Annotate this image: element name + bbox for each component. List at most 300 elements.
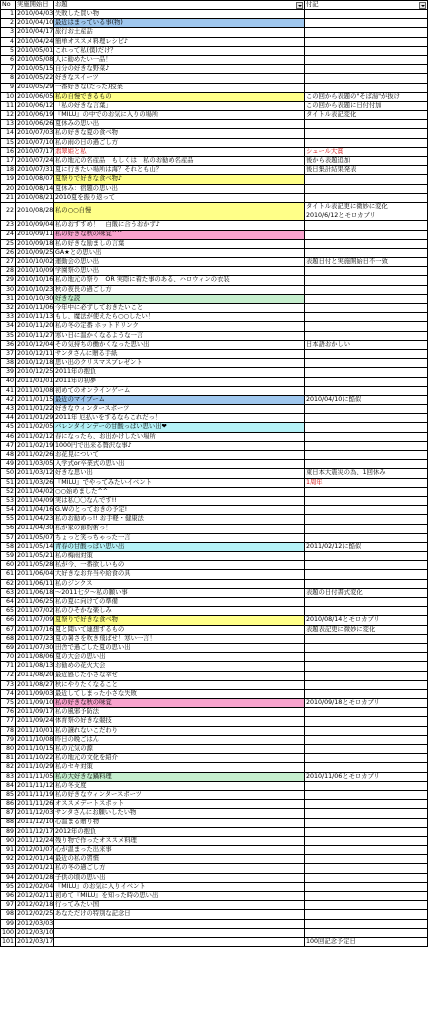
table-row[interactable]: [0, 874, 428, 883]
cell-no[interactable]: 73: [0, 681, 16, 690]
cell-date[interactable]: 2011/10/29: [16, 763, 54, 772]
table-row[interactable]: [0, 185, 428, 194]
table-row[interactable]: [0, 607, 428, 616]
header-no[interactable]: No: [0, 0, 16, 10]
cell-topic[interactable]: 私の地元の文化を紹介: [54, 754, 305, 763]
cell-note[interactable]: 後日集計結果発表: [305, 166, 428, 175]
cell-date[interactable]: 2010/06/05: [16, 93, 54, 102]
cell-note[interactable]: [305, 855, 428, 864]
cell-note[interactable]: [305, 800, 428, 809]
table-row[interactable]: [0, 350, 428, 359]
cell-no[interactable]: 2: [0, 19, 16, 28]
cell-date[interactable]: 2012/03/03: [16, 920, 54, 929]
cell-no[interactable]: 101: [0, 938, 16, 947]
cell-note[interactable]: [305, 837, 428, 846]
cell-no[interactable]: 31: [0, 295, 16, 304]
table-row[interactable]: [0, 864, 428, 873]
cell-date[interactable]: 2011/01/15: [16, 396, 54, 405]
cell-note[interactable]: [305, 74, 428, 83]
cell-no[interactable]: 82: [0, 763, 16, 772]
cell-note[interactable]: [305, 809, 428, 818]
cell-no[interactable]: 21: [0, 194, 16, 203]
cell-date[interactable]: 2010/12/11: [16, 350, 54, 359]
table-row[interactable]: [0, 93, 428, 102]
cell-date[interactable]: 2011/11/12: [16, 782, 54, 791]
cell-topic[interactable]: [54, 920, 305, 929]
cell-topic[interactable]: もし、魔法が使えたら○○したい！: [54, 313, 305, 322]
cell-date[interactable]: 2011/01/01: [16, 378, 54, 387]
table-row[interactable]: [0, 782, 428, 791]
cell-date[interactable]: 2011/12/17: [16, 828, 54, 837]
cell-no[interactable]: 12: [0, 111, 16, 120]
cell-no[interactable]: 46: [0, 433, 16, 442]
table-row[interactable]: [0, 672, 428, 681]
cell-note[interactable]: [305, 433, 428, 442]
cell-date[interactable]: 2010/12/18: [16, 359, 54, 368]
table-row[interactable]: [0, 405, 428, 414]
cell-date[interactable]: 2011/01/08: [16, 387, 54, 396]
cell-topic[interactable]: 春になったら、お出かけしたい場所: [54, 433, 305, 442]
cell-no[interactable]: 61: [0, 570, 16, 579]
cell-no[interactable]: 80: [0, 745, 16, 754]
cell-topic[interactable]: 2010夏を振り返って: [54, 194, 305, 203]
cell-note[interactable]: [305, 387, 428, 396]
cell-note[interactable]: [305, 561, 428, 570]
cell-note[interactable]: [305, 497, 428, 506]
cell-topic[interactable]: 私の自慢できるもの: [54, 93, 305, 102]
cell-topic[interactable]: 私の雨の日の過ごし方: [54, 139, 305, 148]
cell-note[interactable]: [305, 672, 428, 681]
cell-topic[interactable]: 夏休み：宿題の思い出: [54, 185, 305, 194]
table-row[interactable]: [0, 102, 428, 111]
cell-topic[interactable]: 私の夏に向けての準備: [54, 598, 305, 607]
table-row[interactable]: [0, 359, 428, 368]
cell-topic[interactable]: 心温まる贈り物: [54, 819, 305, 828]
cell-date[interactable]: 2010/12/25: [16, 368, 54, 377]
cell-no[interactable]: 93: [0, 864, 16, 873]
table-row[interactable]: [0, 249, 428, 258]
cell-no[interactable]: 37: [0, 350, 16, 359]
cell-date[interactable]: 2011/06/04: [16, 570, 54, 579]
cell-topic[interactable]: 好きな読: [54, 295, 305, 304]
cell-topic[interactable]: [54, 938, 305, 947]
cell-no[interactable]: 28: [0, 267, 16, 276]
table-row[interactable]: [0, 708, 428, 717]
cell-no[interactable]: 42: [0, 396, 16, 405]
cell-date[interactable]: 2011/09/03: [16, 690, 54, 699]
cell-no[interactable]: 56: [0, 525, 16, 534]
cell-no[interactable]: 59: [0, 552, 16, 561]
cell-topic[interactable]: お花見について: [54, 451, 305, 460]
cell-note[interactable]: [305, 203, 428, 221]
table-row[interactable]: [0, 175, 428, 184]
table-row[interactable]: [0, 460, 428, 469]
cell-note[interactable]: [305, 874, 428, 883]
cell-note[interactable]: [305, 864, 428, 873]
cell-no[interactable]: 96: [0, 892, 16, 901]
cell-topic[interactable]: 私のひそかな楽しみ: [54, 607, 305, 616]
cell-note[interactable]: [305, 920, 428, 929]
cell-note[interactable]: [305, 846, 428, 855]
cell-no[interactable]: 26: [0, 249, 16, 258]
cell-date[interactable]: 2012/03/17: [16, 938, 54, 947]
cell-no[interactable]: 68: [0, 635, 16, 644]
table-row[interactable]: [0, 717, 428, 726]
cell-note[interactable]: [305, 635, 428, 644]
cell-note[interactable]: [305, 451, 428, 460]
cell-date[interactable]: 2011/04/16: [16, 506, 54, 515]
table-row[interactable]: [0, 837, 428, 846]
cell-topic[interactable]: 秋の夜長の過ごし方: [54, 286, 305, 295]
header-topic[interactable]: [54, 0, 305, 10]
cell-topic[interactable]: ちょっと笑っちゃった一言: [54, 534, 305, 543]
cell-date[interactable]: 2010/10/16: [16, 276, 54, 285]
cell-note[interactable]: [305, 644, 428, 653]
cell-no[interactable]: 41: [0, 387, 16, 396]
cell-note[interactable]: [305, 423, 428, 432]
cell-no[interactable]: 3: [0, 28, 16, 37]
cell-topic[interactable]: 私の元気の源: [54, 745, 305, 754]
cell-no[interactable]: 47: [0, 442, 16, 451]
cell-topic[interactable]: 好きなウィンタースポーツ: [54, 405, 305, 414]
cell-topic[interactable]: 一番好きな(だった)授業: [54, 84, 305, 93]
cell-note[interactable]: [305, 175, 428, 184]
cell-date[interactable]: 2010/07/24: [16, 157, 54, 166]
cell-date[interactable]: 2010/04/24: [16, 38, 54, 47]
table-row[interactable]: [0, 148, 428, 157]
cell-topic[interactable]: 心が温まった出来事: [54, 846, 305, 855]
cell-date[interactable]: 2011/07/23: [16, 635, 54, 644]
cell-note[interactable]: この回から表題に日付付加: [305, 102, 428, 111]
cell-topic[interactable]: 行ってみたい国: [54, 901, 305, 910]
cell-date[interactable]: 2012/01/21: [16, 864, 54, 873]
table-row[interactable]: [0, 56, 428, 65]
cell-topic[interactable]: 私の○○自慢: [54, 203, 305, 221]
cell-date[interactable]: 2010/05/15: [16, 65, 54, 74]
cell-no[interactable]: 72: [0, 672, 16, 681]
cell-note[interactable]: 東日本大震災の為、1回休み: [305, 469, 428, 478]
cell-no[interactable]: 14: [0, 129, 16, 138]
cell-topic[interactable]: 旅行お土産話: [54, 28, 305, 37]
cell-topic[interactable]: 夏と聞いて連想するもの: [54, 626, 305, 635]
cell-topic[interactable]: 私の冬の定番 ホットドリンク: [54, 322, 305, 331]
cell-note[interactable]: [305, 708, 428, 717]
cell-note[interactable]: タイトル表記変化: [305, 111, 428, 120]
cell-no[interactable]: 92: [0, 855, 16, 864]
table-row[interactable]: [0, 166, 428, 175]
cell-date[interactable]: 2011/11/05: [16, 773, 54, 782]
table-row[interactable]: [0, 488, 428, 497]
cell-topic[interactable]: 私の好きな秋の味覚: [54, 699, 305, 708]
table-row[interactable]: [0, 378, 428, 387]
cell-no[interactable]: 20: [0, 185, 16, 194]
cell-date[interactable]: 2010/12/04: [16, 341, 54, 350]
cell-no[interactable]: 23: [0, 221, 16, 230]
cell-topic[interactable]: 私のセキ対策: [54, 763, 305, 772]
filter-dropdown-icon[interactable]: [296, 2, 303, 9]
cell-note[interactable]: 日本語おかしい: [305, 341, 428, 350]
table-row[interactable]: [0, 341, 428, 350]
cell-date[interactable]: 2011/08/27: [16, 681, 54, 690]
cell-topic[interactable]: 翡翠姫と私: [54, 148, 305, 157]
cell-date[interactable]: 2011/04/09: [16, 497, 54, 506]
cell-no[interactable]: 75: [0, 699, 16, 708]
cell-topic[interactable]: 私のおすすめ！ 白飯に合うおかず♪: [54, 221, 305, 230]
cell-note[interactable]: [305, 10, 428, 19]
cell-note[interactable]: [305, 506, 428, 515]
cell-no[interactable]: 99: [0, 920, 16, 929]
cell-date[interactable]: 2010/05/22: [16, 74, 54, 83]
cell-date[interactable]: 2010/10/02: [16, 258, 54, 267]
table-row[interactable]: [0, 791, 428, 800]
cell-note[interactable]: 2010/04/10に酷似: [305, 396, 428, 405]
table-row[interactable]: [0, 194, 428, 203]
table-row[interactable]: [0, 231, 428, 240]
cell-date[interactable]: 2010/05/01: [16, 47, 54, 56]
table-row[interactable]: [0, 901, 428, 910]
cell-topic[interactable]: 1000円で出来る贅沢な事♪: [54, 442, 305, 451]
cell-no[interactable]: 63: [0, 589, 16, 598]
cell-date[interactable]: 2011/07/16: [16, 626, 54, 635]
cell-note[interactable]: [305, 267, 428, 276]
cell-note[interactable]: [305, 47, 428, 56]
cell-date[interactable]: 2010/06/26: [16, 120, 54, 129]
cell-no[interactable]: 38: [0, 359, 16, 368]
cell-date[interactable]: 2012/02/11: [16, 892, 54, 901]
cell-topic[interactable]: 好きなスイーツ: [54, 74, 305, 83]
cell-date[interactable]: 2011/12/10: [16, 819, 54, 828]
table-row[interactable]: [0, 616, 428, 625]
cell-topic[interactable]: 学園祭の思い出: [54, 267, 305, 276]
cell-date[interactable]: 2011/09/10: [16, 699, 54, 708]
cell-note[interactable]: [305, 598, 428, 607]
cell-note[interactable]: [305, 791, 428, 800]
cell-date[interactable]: 2010/07/10: [16, 139, 54, 148]
cell-date[interactable]: 2010/07/31: [16, 166, 54, 175]
cell-date[interactable]: 2011/09/17: [16, 708, 54, 717]
cell-date[interactable]: 2010/10/30: [16, 295, 54, 304]
table-row[interactable]: [0, 662, 428, 671]
table-row[interactable]: [0, 304, 428, 313]
cell-no[interactable]: 57: [0, 534, 16, 543]
table-row[interactable]: [0, 589, 428, 598]
table-row[interactable]: [0, 38, 428, 47]
cell-topic[interactable]: 田舎で過ごした夏の思い出: [54, 644, 305, 653]
table-row[interactable]: [0, 469, 428, 478]
cell-note[interactable]: 表題表記更に微妙に変化: [305, 626, 428, 635]
cell-date[interactable]: 2011/10/15: [16, 745, 54, 754]
cell-topic[interactable]: 夏祭りで好きな食べ物: [54, 616, 305, 625]
table-row[interactable]: [0, 442, 428, 451]
cell-date[interactable]: 2011/10/08: [16, 736, 54, 745]
cell-topic[interactable]: 私のお勧めっ!! お手軽・健康法: [54, 515, 305, 524]
table-row[interactable]: [0, 322, 428, 331]
cell-date[interactable]: 2012/01/14: [16, 855, 54, 864]
cell-date[interactable]: 2011/04/30: [16, 525, 54, 534]
table-row[interactable]: [0, 368, 428, 377]
cell-no[interactable]: 24: [0, 231, 16, 240]
cell-note[interactable]: [305, 552, 428, 561]
cell-note[interactable]: [305, 883, 428, 892]
cell-date[interactable]: 2010/06/12: [16, 102, 54, 111]
table-row[interactable]: [0, 423, 428, 432]
cell-topic[interactable]: 私が今、一番欲しいもの: [54, 561, 305, 570]
cell-note[interactable]: [305, 736, 428, 745]
cell-note[interactable]: [305, 38, 428, 47]
cell-topic[interactable]: 運動会の思い出: [54, 258, 305, 267]
cell-date[interactable]: 2011/02/12: [16, 433, 54, 442]
filter-dropdown-icon[interactable]: [419, 2, 426, 9]
table-row[interactable]: [0, 414, 428, 423]
cell-note[interactable]: [305, 525, 428, 534]
cell-date[interactable]: 2011/11/19: [16, 791, 54, 800]
cell-note[interactable]: [305, 828, 428, 837]
table-row[interactable]: [0, 883, 428, 892]
cell-no[interactable]: 33: [0, 313, 16, 322]
cell-note[interactable]: 100回記念予定日: [305, 938, 428, 947]
cell-no[interactable]: 49: [0, 460, 16, 469]
cell-date[interactable]: 2011/01/22: [16, 405, 54, 414]
cell-date[interactable]: 2010/05/08: [16, 56, 54, 65]
table-row[interactable]: [0, 506, 428, 515]
cell-note[interactable]: [305, 304, 428, 313]
cell-no[interactable]: 69: [0, 644, 16, 653]
cell-date[interactable]: 2010/08/28: [16, 203, 54, 221]
cell-no[interactable]: 87: [0, 809, 16, 818]
table-row[interactable]: [0, 497, 428, 506]
cell-topic[interactable]: 好きな思い出: [54, 469, 305, 478]
cell-note[interactable]: [305, 249, 428, 258]
cell-note[interactable]: [305, 359, 428, 368]
cell-date[interactable]: 2010/08/14: [16, 185, 54, 194]
cell-date[interactable]: 2011/12/24: [16, 837, 54, 846]
table-row[interactable]: [0, 433, 428, 442]
cell-topic[interactable]: 夏休みの思い出: [54, 120, 305, 129]
table-row[interactable]: [0, 598, 428, 607]
cell-note[interactable]: [305, 901, 428, 910]
cell-topic[interactable]: 「私の好きな言葉」: [54, 102, 305, 111]
table-row[interactable]: [0, 396, 428, 405]
cell-note[interactable]: [305, 653, 428, 662]
cell-date[interactable]: 2011/03/26: [16, 479, 54, 488]
cell-date[interactable]: 2012/02/04: [16, 883, 54, 892]
cell-topic[interactable]: 私の好きな夏の食べ物: [54, 129, 305, 138]
cell-date[interactable]: 2011/09/24: [16, 717, 54, 726]
cell-date[interactable]: 2011/11/26: [16, 800, 54, 809]
cell-date[interactable]: 2011/10/22: [16, 754, 54, 763]
cell-no[interactable]: 66: [0, 616, 16, 625]
cell-no[interactable]: 95: [0, 883, 16, 892]
cell-no[interactable]: 16: [0, 148, 16, 157]
cell-note[interactable]: この回から表題の"そば湯"が抜け: [305, 93, 428, 102]
cell-topic[interactable]: 人に勧めたい一品！: [54, 56, 305, 65]
cell-topic[interactable]: 2011年 厄払いをするならこれだっ！: [54, 414, 305, 423]
cell-note[interactable]: [305, 194, 428, 203]
cell-date[interactable]: 2010/11/13: [16, 313, 54, 322]
cell-date[interactable]: 2011/05/07: [16, 534, 54, 543]
cell-topic[interactable]: バレンタインデーの甘酸っぱい思い出❤: [54, 423, 305, 432]
cell-date[interactable]: 2011/02/19: [16, 442, 54, 451]
cell-note[interactable]: [305, 515, 428, 524]
cell-no[interactable]: 54: [0, 506, 16, 515]
cell-no[interactable]: 29: [0, 276, 16, 285]
cell-note[interactable]: [305, 681, 428, 690]
cell-topic[interactable]: 私の風邪予防法: [54, 708, 305, 717]
cell-topic[interactable]: 私の地元の名産品 もしくは 私のお勧め名産品: [54, 157, 305, 166]
cell-topic[interactable]: 今年中に必ずしておきたいこと: [54, 304, 305, 313]
cell-date[interactable]: 2012/02/18: [16, 901, 54, 910]
cell-no[interactable]: 45: [0, 423, 16, 432]
cell-note[interactable]: 表題日付と実施開始日不一致: [305, 258, 428, 267]
cell-topic[interactable]: 『MILU』の中でのお気に入りの場所: [54, 111, 305, 120]
cell-note[interactable]: [305, 892, 428, 901]
cell-no[interactable]: 85: [0, 791, 16, 800]
table-row[interactable]: [0, 276, 428, 285]
cell-topic[interactable]: 私の冬支度: [54, 782, 305, 791]
table-row[interactable]: [0, 635, 428, 644]
table-row[interactable]: [0, 910, 428, 919]
cell-no[interactable]: 43: [0, 405, 16, 414]
table-row[interactable]: [0, 773, 428, 782]
cell-date[interactable]: 2010/07/03: [16, 129, 54, 138]
cell-no[interactable]: 71: [0, 662, 16, 671]
cell-date[interactable]: 2010/09/25: [16, 249, 54, 258]
table-row[interactable]: [0, 387, 428, 396]
cell-date[interactable]: 2011/07/09: [16, 616, 54, 625]
cell-date[interactable]: 2010/09/18: [16, 240, 54, 249]
table-row[interactable]: [0, 240, 428, 249]
cell-no[interactable]: 86: [0, 800, 16, 809]
table-row[interactable]: [0, 120, 428, 129]
cell-topic[interactable]: 私のジンクス: [54, 580, 305, 589]
cell-note[interactable]: [305, 910, 428, 919]
cell-no[interactable]: 88: [0, 819, 16, 828]
cell-date[interactable]: 2011/02/26: [16, 451, 54, 460]
table-row[interactable]: [0, 451, 428, 460]
cell-topic[interactable]: ～2011七夕～私の願い事: [54, 589, 305, 598]
cell-no[interactable]: 13: [0, 120, 16, 129]
cell-no[interactable]: 44: [0, 414, 16, 423]
cell-topic[interactable]: あなただけの特別な記念日: [54, 910, 305, 919]
table-row[interactable]: [0, 938, 428, 947]
cell-note[interactable]: [305, 350, 428, 359]
table-row[interactable]: [0, 699, 428, 708]
cell-no[interactable]: 15: [0, 139, 16, 148]
table-row[interactable]: [0, 203, 428, 221]
cell-no[interactable]: 91: [0, 846, 16, 855]
cell-note[interactable]: [305, 332, 428, 341]
cell-no[interactable]: 89: [0, 828, 16, 837]
cell-no[interactable]: 22: [0, 203, 16, 221]
table-row[interactable]: [0, 644, 428, 653]
table-row[interactable]: [0, 525, 428, 534]
cell-topic[interactable]: 子供の頃の思い出: [54, 874, 305, 883]
cell-topic[interactable]: その気持ちの働かくなった思い出: [54, 341, 305, 350]
cell-no[interactable]: 65: [0, 607, 16, 616]
cell-date[interactable]: 2012/02/25: [16, 910, 54, 919]
table-row[interactable]: [0, 479, 428, 488]
cell-date[interactable]: 2010/08/07: [16, 175, 54, 184]
cell-no[interactable]: 4: [0, 38, 16, 47]
cell-date[interactable]: 2011/05/21: [16, 552, 54, 561]
cell-topic[interactable]: 『MILU』のお気に入りイベント: [54, 883, 305, 892]
cell-topic[interactable]: 私の梅雨対策: [54, 552, 305, 561]
cell-no[interactable]: 90: [0, 837, 16, 846]
cell-note[interactable]: [305, 405, 428, 414]
cell-topic[interactable]: 夏祭りで好きな食べ物♪: [54, 175, 305, 184]
table-row[interactable]: [0, 157, 428, 166]
table-row[interactable]: [0, 84, 428, 93]
